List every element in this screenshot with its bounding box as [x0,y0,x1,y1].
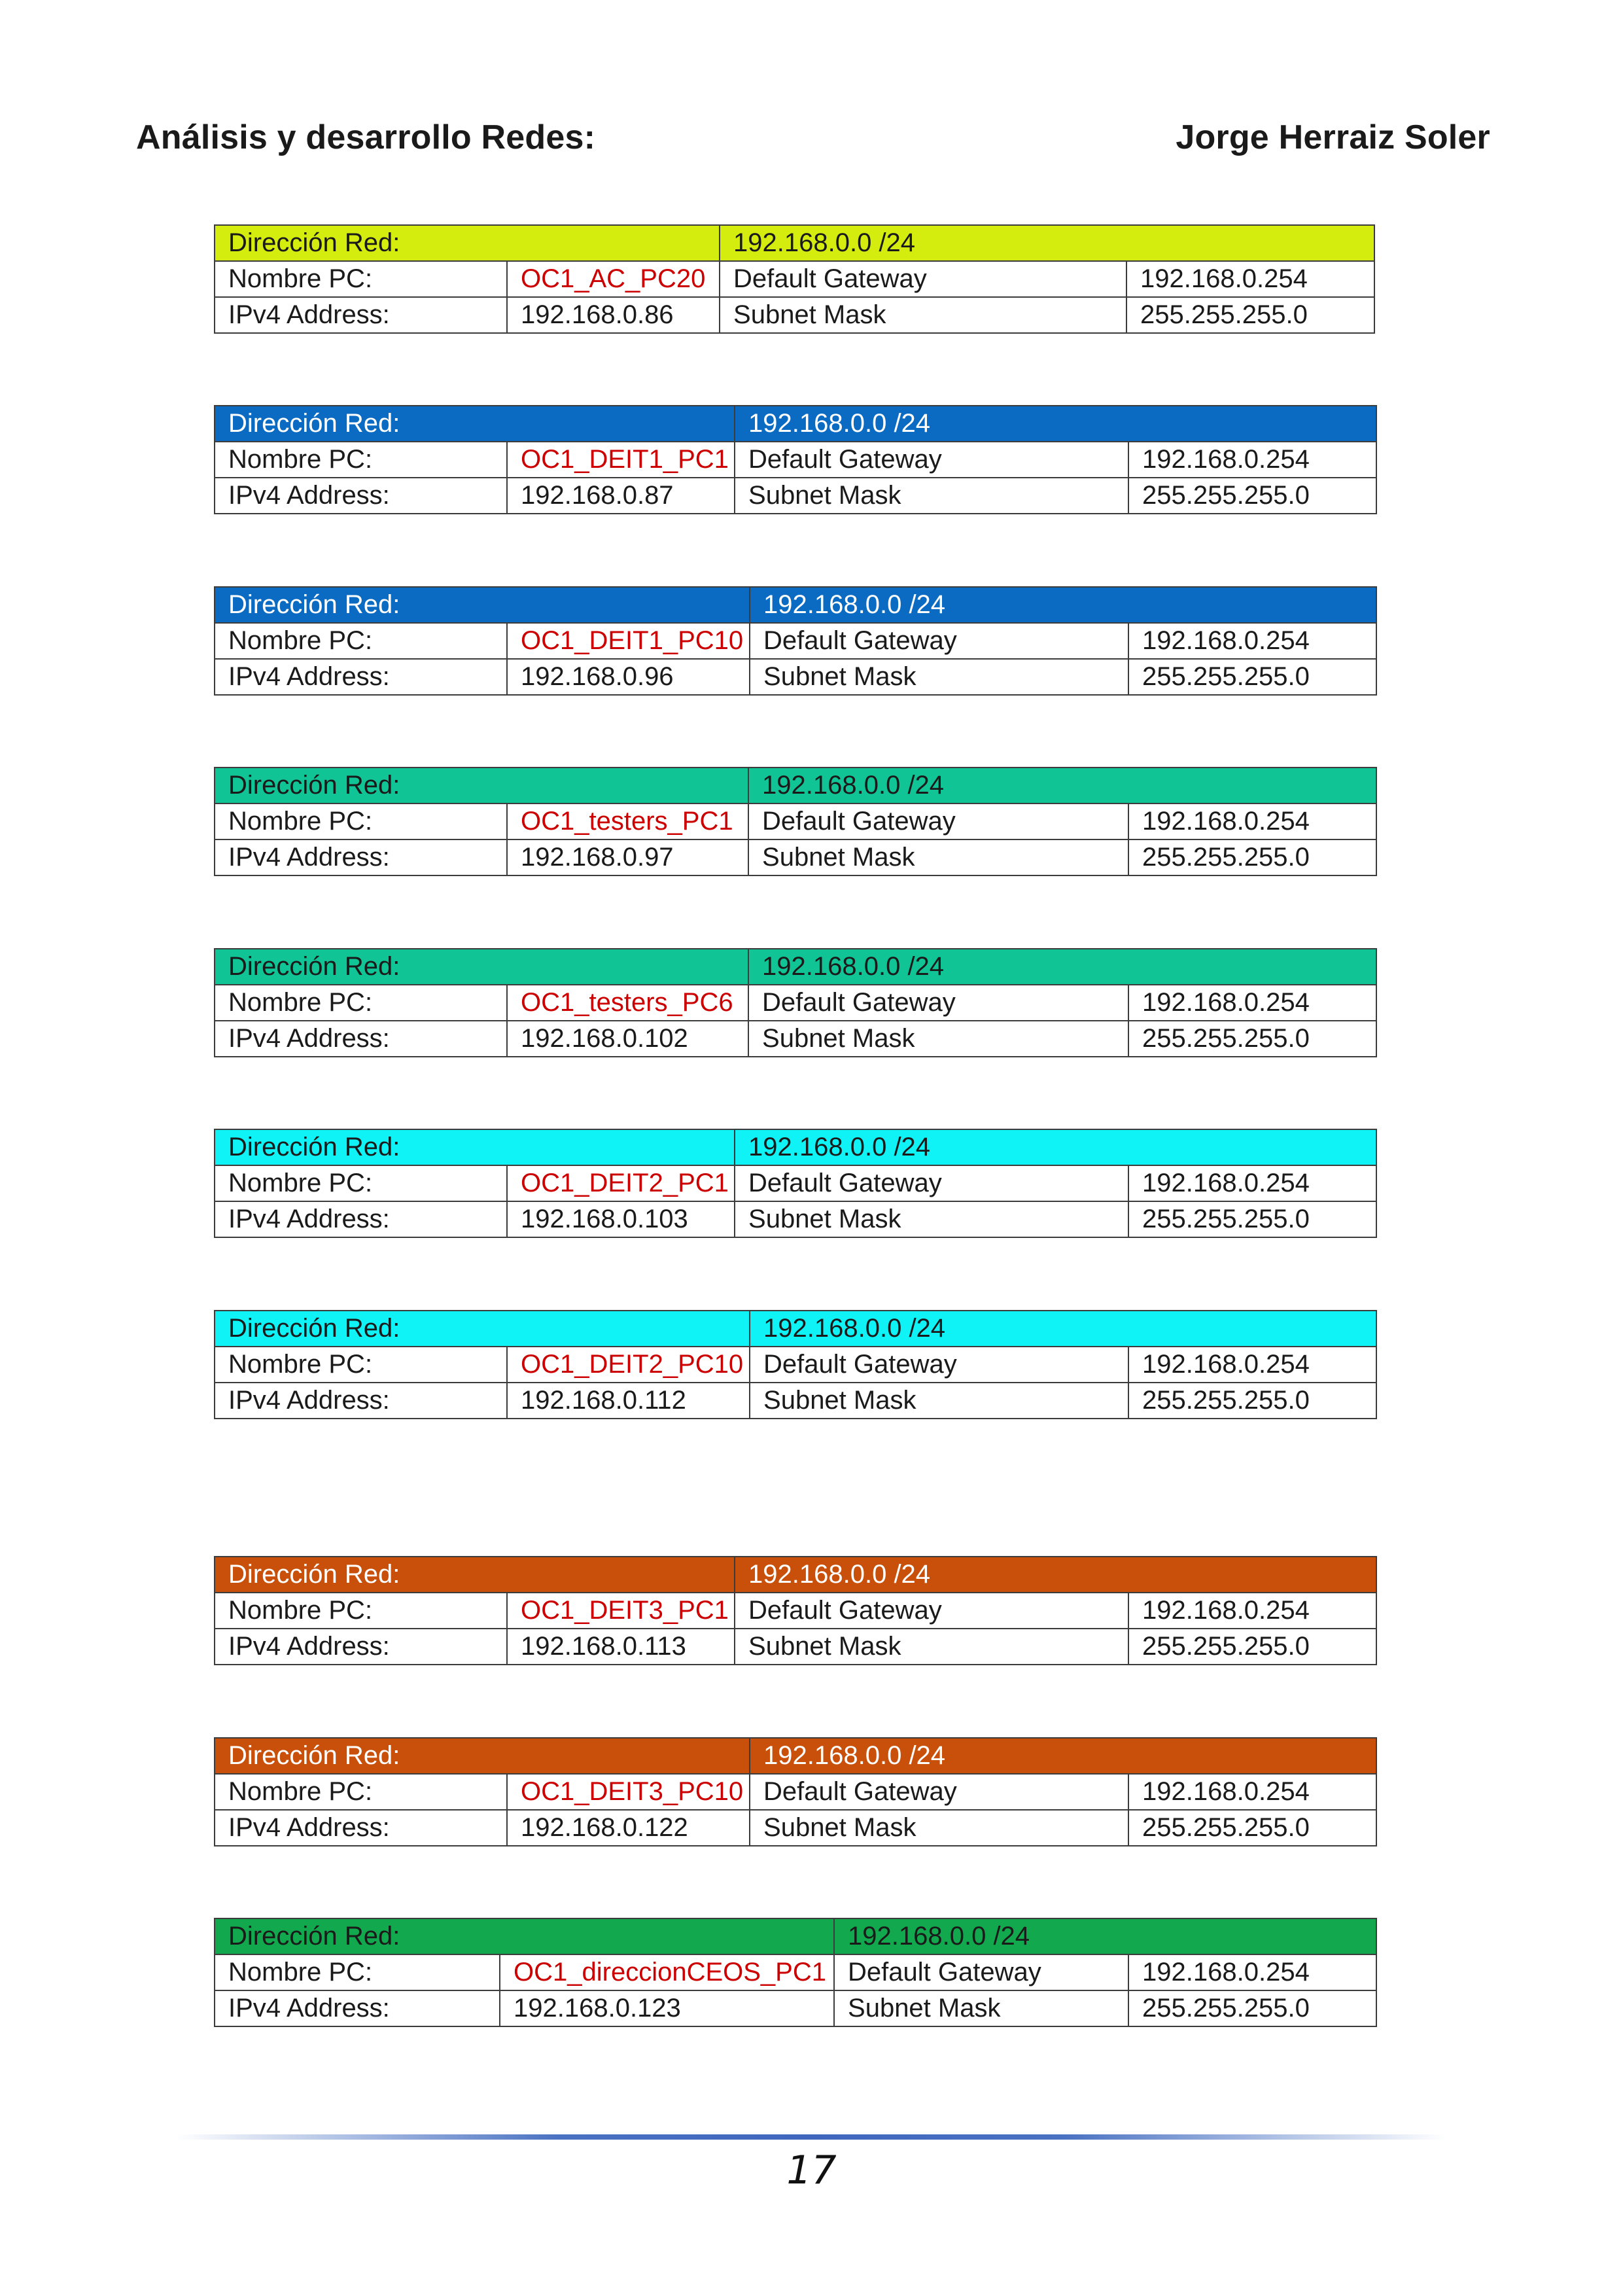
ipv4-row [215,1383,1376,1419]
pc-name-value: OC1_DEIT3_PC1 [507,1593,735,1629]
pc-name-row [215,442,1376,478]
mask-label: Subnet Mask [750,1810,1128,1846]
pc-name-label: Nombre PC: [215,1165,507,1201]
ipv4-row [215,1021,1376,1057]
pc-name-row [215,804,1376,839]
mask-value: 255.255.255.0 [1126,297,1374,333]
network-table-7 [214,1310,1377,1419]
network-label: Dirección Red: [215,1311,750,1347]
network-header-row [215,406,1376,442]
ipv4-value: 192.168.0.86 [507,297,720,333]
pc-name-label: Nombre PC: [215,623,507,659]
pc-name-row [215,1593,1376,1629]
ipv4-value: 192.168.0.103 [507,1201,735,1237]
mask-label: Subnet Mask [748,1021,1128,1057]
gateway-value: 192.168.0.254 [1126,261,1374,297]
mask-label: Subnet Mask [750,659,1128,695]
pc-name-value: OC1_direccionCEOS_PC1 [500,1954,834,1990]
ipv4-label: IPv4 Address: [215,1629,507,1665]
ipv4-row [215,659,1376,695]
network-label: Dirección Red: [215,587,750,623]
ipv4-value: 192.168.0.112 [507,1383,750,1419]
gateway-label: Default Gateway [750,623,1128,659]
network-value: 192.168.0.0 /24 [748,768,1376,804]
network-header-row [215,225,1374,261]
mask-label: Subnet Mask [834,1990,1128,2026]
network-value: 192.168.0.0 /24 [748,949,1376,985]
ipv4-label: IPv4 Address: [215,839,507,875]
network-value: 192.168.0.0 /24 [834,1918,1376,1954]
pc-name-value: OC1_DEIT2_PC10 [507,1347,750,1383]
gateway-value: 192.168.0.254 [1128,985,1376,1021]
pc-name-label: Nombre PC: [215,261,507,297]
gateway-label: Default Gateway [748,985,1128,1021]
network-header-row [215,1557,1376,1593]
network-value: 192.168.0.0 /24 [750,1738,1376,1774]
network-table-2 [214,405,1377,514]
mask-label: Subnet Mask [735,1201,1128,1237]
mask-value: 255.255.255.0 [1128,1629,1376,1665]
pc-name-row [215,261,1374,297]
page-header [136,118,1490,170]
network-header-row [215,1129,1376,1165]
gateway-label: Default Gateway [748,804,1128,839]
pc-name-label: Nombre PC: [215,985,507,1021]
network-value: 192.168.0.0 /24 [750,1311,1376,1347]
mask-value: 255.255.255.0 [1128,659,1376,695]
mask-value: 255.255.255.0 [1128,1021,1376,1057]
network-header-row [215,1311,1376,1347]
gateway-label: Default Gateway [834,1954,1128,1990]
network-header-row [215,1918,1376,1954]
network-label: Dirección Red: [215,1129,735,1165]
ipv4-label: IPv4 Address: [215,297,507,333]
gateway-label: Default Gateway [720,261,1126,297]
network-table-6 [214,1129,1377,1238]
network-label: Dirección Red: [215,768,748,804]
ipv4-label: IPv4 Address: [215,1990,500,2026]
gateway-label: Default Gateway [735,1165,1128,1201]
ipv4-row [215,478,1376,514]
gateway-value: 192.168.0.254 [1128,1165,1376,1201]
network-label: Dirección Red: [215,949,748,985]
ipv4-row [215,839,1376,875]
network-table-3 [214,586,1377,696]
ipv4-label: IPv4 Address: [215,659,507,695]
ipv4-row [215,1629,1376,1665]
network-value: 192.168.0.0 /24 [735,406,1376,442]
network-table-8 [214,1556,1377,1665]
mask-label: Subnet Mask [748,839,1128,875]
network-header-row [215,949,1376,985]
ipv4-row [215,1810,1376,1846]
pc-name-value: OC1_DEIT2_PC1 [507,1165,735,1201]
pc-name-label: Nombre PC: [215,804,507,839]
pc-name-row [215,985,1376,1021]
pc-name-row [215,1774,1376,1810]
gateway-value: 192.168.0.254 [1128,1347,1376,1383]
ipv4-label: IPv4 Address: [215,1810,507,1846]
pc-name-row [215,1347,1376,1383]
ipv4-label: IPv4 Address: [215,1201,507,1237]
network-value: 192.168.0.0 /24 [735,1129,1376,1165]
network-label: Dirección Red: [215,1738,750,1774]
network-table-10 [214,1918,1377,2027]
pc-name-label: Nombre PC: [215,1347,507,1383]
gateway-label: Default Gateway [750,1774,1128,1810]
pc-name-label: Nombre PC: [215,1774,507,1810]
author-name: Jorge Herraiz Soler [1176,118,1490,156]
pc-name-label: Nombre PC: [215,1954,500,1990]
network-table-5 [214,948,1377,1057]
pc-name-value: OC1_DEIT1_PC10 [507,623,750,659]
ipv4-label: IPv4 Address: [215,1383,507,1419]
ipv4-value: 192.168.0.96 [507,659,750,695]
ipv4-row [215,297,1374,333]
network-header-row [215,768,1376,804]
network-table-1 [214,224,1375,334]
document-title: Análisis y desarrollo Redes: [136,118,596,156]
pc-name-row [215,623,1376,659]
network-label: Dirección Red: [215,1918,834,1954]
gateway-value: 192.168.0.254 [1128,1774,1376,1810]
mask-value: 255.255.255.0 [1128,1383,1376,1419]
network-header-row [215,1738,1376,1774]
mask-value: 255.255.255.0 [1128,478,1376,514]
network-header-row [215,587,1376,623]
gateway-label: Default Gateway [750,1347,1128,1383]
ipv4-label: IPv4 Address: [215,478,507,514]
gateway-value: 192.168.0.254 [1128,1954,1376,1990]
pc-name-value: OC1_DEIT1_PC1 [507,442,735,478]
mask-label: Subnet Mask [750,1383,1128,1419]
network-table-9 [214,1737,1377,1846]
pc-name-value: OC1_DEIT3_PC10 [507,1774,750,1810]
mask-label: Subnet Mask [735,478,1128,514]
ipv4-row [215,1201,1376,1237]
pc-name-row [215,1165,1376,1201]
ipv4-value: 192.168.0.102 [507,1021,748,1057]
pc-name-value: OC1_testers_PC1 [507,804,748,839]
ipv4-value: 192.168.0.97 [507,839,748,875]
gateway-value: 192.168.0.254 [1128,623,1376,659]
ipv4-value: 192.168.0.123 [500,1990,834,2026]
ipv4-label: IPv4 Address: [215,1021,507,1057]
network-value: 192.168.0.0 /24 [720,225,1374,261]
mask-value: 255.255.255.0 [1128,839,1376,875]
ipv4-value: 192.168.0.122 [507,1810,750,1846]
pc-name-value: OC1_testers_PC6 [507,985,748,1021]
mask-label: Subnet Mask [735,1629,1128,1665]
network-value: 192.168.0.0 /24 [735,1557,1376,1593]
network-table-4 [214,767,1377,876]
ipv4-row [215,1990,1376,2026]
pc-name-label: Nombre PC: [215,1593,507,1629]
footer-divider [177,2134,1446,2140]
network-label: Dirección Red: [215,1557,735,1593]
gateway-value: 192.168.0.254 [1128,442,1376,478]
gateway-label: Default Gateway [735,1593,1128,1629]
pc-name-label: Nombre PC: [215,442,507,478]
mask-value: 255.255.255.0 [1128,1810,1376,1846]
ipv4-value: 192.168.0.113 [507,1629,735,1665]
network-label: Dirección Red: [215,406,735,442]
gateway-value: 192.168.0.254 [1128,1593,1376,1629]
network-value: 192.168.0.0 /24 [750,587,1376,623]
ipv4-value: 192.168.0.87 [507,478,735,514]
page-number: 17 [786,2147,837,2193]
gateway-value: 192.168.0.254 [1128,804,1376,839]
pc-name-row [215,1954,1376,1990]
mask-value: 255.255.255.0 [1128,1201,1376,1237]
pc-name-value: OC1_AC_PC20 [507,261,720,297]
gateway-label: Default Gateway [735,442,1128,478]
network-label: Dirección Red: [215,225,720,261]
mask-label: Subnet Mask [720,297,1126,333]
mask-value: 255.255.255.0 [1128,1990,1376,2026]
